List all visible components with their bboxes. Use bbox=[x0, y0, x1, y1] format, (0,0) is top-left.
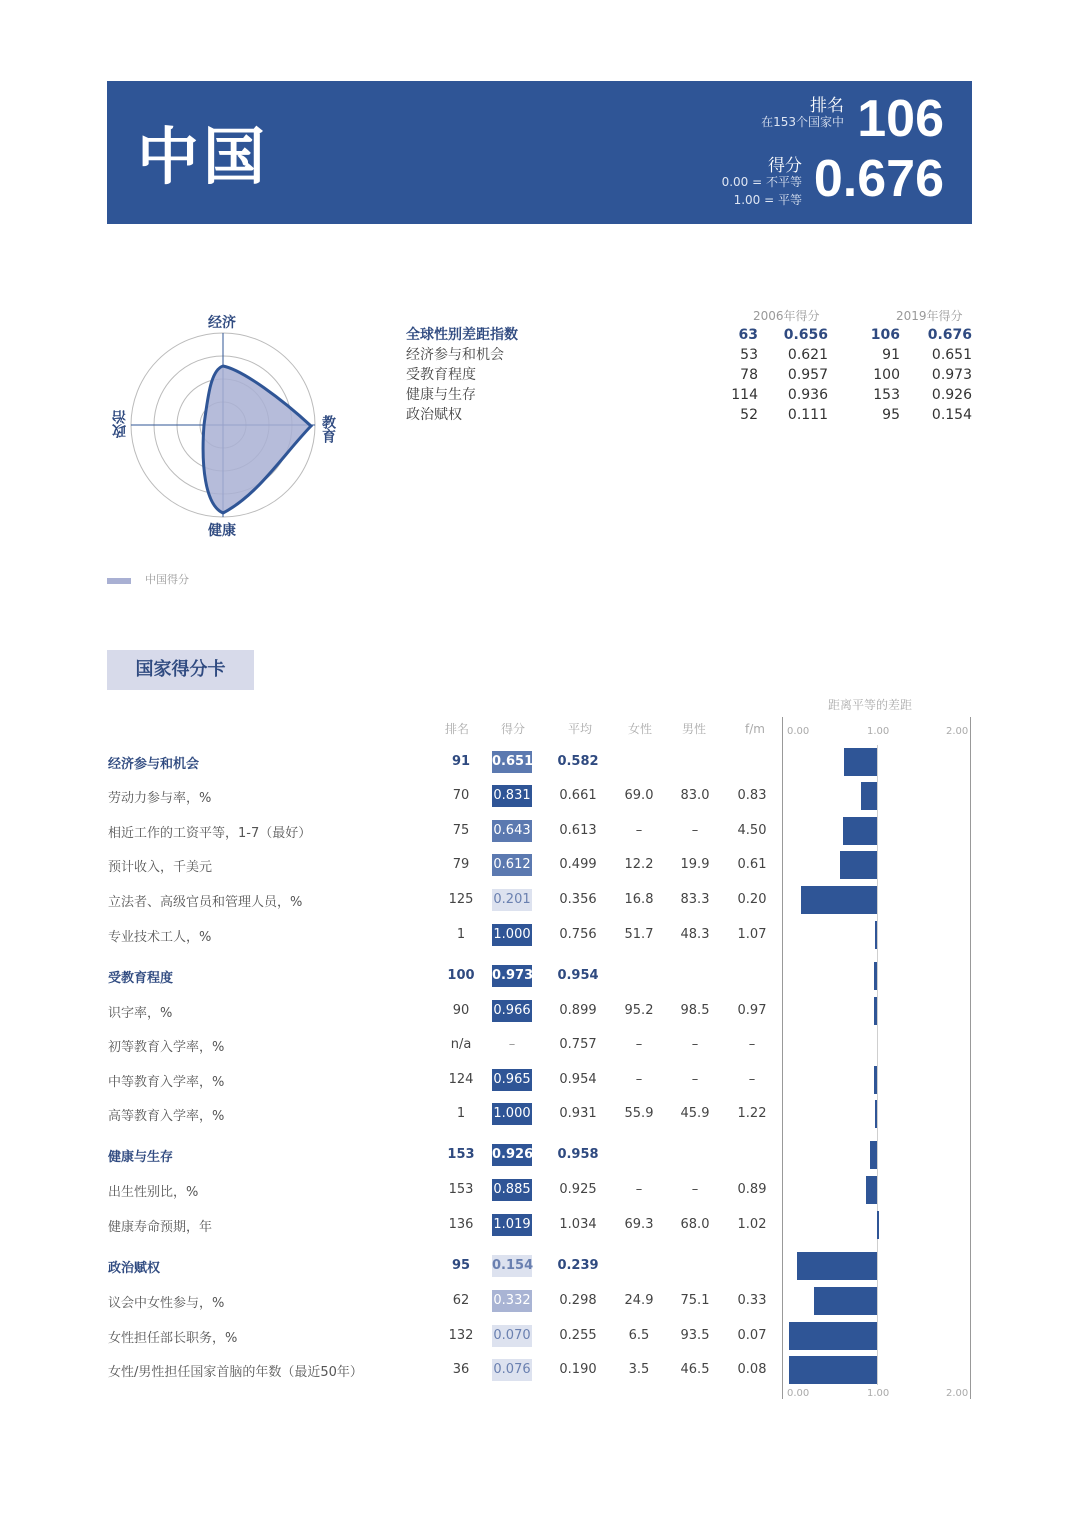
summary-score-2006: 0.621 bbox=[787, 347, 828, 363]
gap-bar bbox=[875, 1100, 877, 1128]
row-label: 议会中女性参与，% bbox=[108, 1296, 225, 1311]
row-score: 0.651 bbox=[492, 751, 532, 773]
row-fm: 0.89 bbox=[737, 1182, 767, 1197]
row-female: 24.9 bbox=[624, 1293, 654, 1308]
row-label: 女性/男性担任国家首脑的年数（最近50年） bbox=[108, 1365, 363, 1380]
row-male: 46.5 bbox=[680, 1362, 710, 1377]
row-rank: 95 bbox=[451, 1258, 471, 1273]
row-rank: 124 bbox=[448, 1072, 474, 1087]
gap-bar bbox=[801, 886, 877, 914]
summary-col-2019: 2019年得分 bbox=[896, 309, 963, 323]
summary-rank-2019: 106 bbox=[870, 327, 900, 343]
row-score: 0.332 bbox=[492, 1290, 532, 1312]
row-female: 55.9 bbox=[624, 1106, 654, 1121]
row-male: 75.1 bbox=[680, 1293, 710, 1308]
col-score: 得分 bbox=[500, 722, 525, 736]
row-female: 69.3 bbox=[624, 1217, 654, 1232]
summary-rank-2006: 63 bbox=[738, 327, 758, 343]
summary-rank-2006: 114 bbox=[731, 387, 758, 403]
row-fm: – bbox=[748, 1072, 756, 1087]
row-rank: 36 bbox=[452, 1362, 470, 1377]
legend-label: 中国得分 bbox=[145, 573, 189, 586]
row-rank: 70 bbox=[452, 788, 470, 803]
row-rank: 62 bbox=[452, 1293, 470, 1308]
row-male: – bbox=[691, 1072, 699, 1087]
row-fm: 0.08 bbox=[737, 1362, 767, 1377]
gap-bar bbox=[843, 817, 877, 845]
row-rank: 75 bbox=[452, 823, 470, 838]
row-male: 68.0 bbox=[680, 1217, 710, 1232]
summary-label: 政治赋权 bbox=[406, 407, 462, 423]
score-sub-1: 0.00 = 不平等 bbox=[721, 175, 802, 189]
summary-label: 经济参与和机会 bbox=[406, 347, 504, 363]
summary-rank-2019: 91 bbox=[882, 347, 900, 363]
row-male: 19.9 bbox=[680, 857, 710, 872]
row-male: 98.5 bbox=[680, 1003, 710, 1018]
row-female: – bbox=[635, 1037, 643, 1052]
row-rank: 1 bbox=[456, 1106, 466, 1121]
row-label: 专业技术工人，% bbox=[108, 930, 212, 945]
row-label: 健康与生存 bbox=[108, 1150, 174, 1165]
row-rank: 91 bbox=[451, 754, 471, 769]
row-avg: 0.899 bbox=[559, 1003, 597, 1018]
row-label: 劳动力参与率，% bbox=[108, 791, 212, 806]
row-rank: n/a bbox=[450, 1037, 472, 1052]
row-male: 48.3 bbox=[680, 927, 710, 942]
row-fm: 1.22 bbox=[737, 1106, 767, 1121]
summary-score-2006: 0.936 bbox=[787, 387, 828, 403]
row-score: 0.926 bbox=[492, 1144, 532, 1166]
row-fm: 0.83 bbox=[737, 788, 767, 803]
row-avg: 1.034 bbox=[559, 1217, 597, 1232]
row-female: – bbox=[635, 1182, 643, 1197]
row-label: 中等教育入学率，% bbox=[108, 1075, 225, 1090]
row-rank: 79 bbox=[452, 857, 470, 872]
col-avg: 平均 bbox=[567, 722, 592, 736]
row-score: 0.201 bbox=[492, 889, 532, 911]
row-male: 83.0 bbox=[680, 788, 710, 803]
summary-label: 全球性别差距指数 bbox=[406, 327, 518, 343]
col-rank: 排名 bbox=[444, 722, 469, 736]
summary-score-2019: 0.651 bbox=[931, 347, 972, 363]
gap-label: 距离平等的差距 bbox=[828, 698, 913, 712]
scorecard-title: 国家得分卡 bbox=[135, 659, 226, 680]
row-rank: 125 bbox=[448, 892, 474, 907]
tick-bottom-0: 0.00 bbox=[787, 1388, 810, 1399]
row-label: 政治赋权 bbox=[108, 1261, 161, 1276]
row-male: 83.3 bbox=[680, 892, 710, 907]
summary-score-2019: 0.154 bbox=[931, 407, 972, 423]
summary-score-2006: 0.111 bbox=[787, 407, 828, 423]
gap-bar bbox=[861, 782, 877, 810]
row-score: 0.070 bbox=[492, 1325, 532, 1347]
row-female: 51.7 bbox=[624, 927, 654, 942]
row-label: 高等教育入学率，% bbox=[108, 1109, 225, 1124]
summary-rank-2006: 52 bbox=[740, 407, 758, 423]
row-label: 出生性别比，% bbox=[108, 1185, 199, 1200]
row-female: 3.5 bbox=[628, 1362, 650, 1377]
summary-score-2006: 0.957 bbox=[787, 367, 828, 383]
gap-bar bbox=[870, 1141, 877, 1169]
rank-value: 106 bbox=[857, 90, 944, 148]
row-score: 1.000 bbox=[492, 924, 532, 946]
row-label: 健康寿命预期，年 bbox=[108, 1220, 213, 1235]
row-avg: 0.661 bbox=[559, 788, 597, 803]
row-label: 经济参与和机会 bbox=[108, 757, 200, 772]
scorecard-title-box bbox=[107, 650, 254, 690]
gap-axis-parity bbox=[877, 745, 878, 1385]
row-avg: 0.356 bbox=[559, 892, 597, 907]
row-rank: 136 bbox=[448, 1217, 474, 1232]
row-score: 0.965 bbox=[492, 1069, 532, 1091]
gap-bar bbox=[874, 997, 877, 1025]
row-label: 预计收入，千美元 bbox=[108, 860, 213, 875]
gap-bar bbox=[844, 748, 877, 776]
row-rank: 1 bbox=[456, 927, 466, 942]
row-avg: 0.756 bbox=[559, 927, 597, 942]
row-fm: 1.02 bbox=[737, 1217, 767, 1232]
gap-axis-right bbox=[970, 717, 971, 1399]
row-female: 16.8 bbox=[624, 892, 654, 907]
row-fm: 4.50 bbox=[737, 823, 767, 838]
summary-col-2006: 2006年得分 bbox=[753, 309, 820, 323]
gap-axis-left bbox=[782, 717, 783, 1399]
row-label: 立法者、高级官员和管理人员，% bbox=[108, 895, 303, 910]
row-female: 12.2 bbox=[624, 857, 654, 872]
row-rank: 153 bbox=[448, 1182, 474, 1197]
row-male: 93.5 bbox=[680, 1328, 710, 1343]
col-male: 男性 bbox=[681, 722, 706, 736]
row-score: 0.831 bbox=[492, 785, 532, 807]
row-fm: – bbox=[748, 1037, 756, 1052]
row-rank: 90 bbox=[452, 1003, 470, 1018]
row-avg: 0.255 bbox=[559, 1328, 597, 1343]
row-female: 6.5 bbox=[628, 1328, 650, 1343]
row-fm: 0.20 bbox=[737, 892, 767, 907]
rank-label: 排名 bbox=[810, 96, 844, 116]
row-rank: 100 bbox=[447, 968, 475, 983]
radar-axis-politics: 政治 bbox=[112, 410, 128, 438]
summary-label: 健康与生存 bbox=[406, 387, 476, 403]
gap-bar bbox=[874, 1066, 877, 1094]
radar-shape bbox=[203, 366, 311, 513]
row-avg: 0.499 bbox=[559, 857, 597, 872]
row-fm: 0.33 bbox=[737, 1293, 767, 1308]
row-avg: 0.582 bbox=[557, 754, 599, 769]
row-avg: 0.757 bbox=[559, 1037, 597, 1052]
row-avg: 0.239 bbox=[557, 1258, 599, 1273]
row-female: 95.2 bbox=[624, 1003, 654, 1018]
row-male: – bbox=[691, 1037, 699, 1052]
gap-bar bbox=[789, 1322, 877, 1350]
row-female: – bbox=[635, 823, 643, 838]
summary-rank-2019: 153 bbox=[873, 387, 900, 403]
row-score: 0.154 bbox=[492, 1255, 532, 1277]
row-avg: 0.931 bbox=[559, 1106, 597, 1121]
row-female: – bbox=[635, 1072, 643, 1087]
row-fm: 1.07 bbox=[737, 927, 767, 942]
row-avg: 0.925 bbox=[559, 1182, 597, 1197]
row-fm: 0.97 bbox=[737, 1003, 767, 1018]
score-label: 得分 bbox=[768, 156, 802, 176]
row-score: 0.612 bbox=[492, 854, 532, 876]
score-value: 0.676 bbox=[813, 150, 944, 208]
row-label: 女性担任部长职务，% bbox=[108, 1331, 238, 1346]
row-avg: 0.958 bbox=[557, 1147, 599, 1162]
col-fm: f/m bbox=[745, 722, 765, 736]
row-avg: 0.190 bbox=[559, 1362, 597, 1377]
row-label: 识字率，% bbox=[108, 1006, 173, 1021]
radar-axis-education: 教育 bbox=[320, 415, 336, 443]
gap-bar bbox=[874, 962, 877, 990]
radar-chart bbox=[120, 325, 330, 525]
gap-bar bbox=[875, 921, 877, 949]
row-avg: 0.954 bbox=[559, 1072, 597, 1087]
header-banner bbox=[107, 81, 972, 224]
gap-bar bbox=[814, 1287, 877, 1315]
tick-top-1: 1.00 bbox=[867, 726, 890, 737]
radar-axis-health: 健康 bbox=[208, 523, 236, 539]
tick-top-2: 2.00 bbox=[946, 726, 969, 737]
tick-top-0: 0.00 bbox=[787, 726, 810, 737]
row-label: 初等教育入学率，% bbox=[108, 1040, 225, 1055]
row-male: – bbox=[691, 1182, 699, 1197]
row-fm: 0.07 bbox=[737, 1328, 767, 1343]
summary-rank-2019: 95 bbox=[882, 407, 900, 423]
rank-sub: 在153个国家中 bbox=[761, 115, 844, 129]
row-score: 0.885 bbox=[492, 1179, 532, 1201]
row-score: 1.019 bbox=[492, 1214, 532, 1236]
gap-bar bbox=[797, 1252, 877, 1280]
summary-label: 受教育程度 bbox=[406, 367, 476, 383]
row-avg: 0.298 bbox=[559, 1293, 597, 1308]
row-score: 1.000 bbox=[492, 1103, 532, 1125]
row-score: – bbox=[508, 1037, 516, 1052]
row-fm: 0.61 bbox=[737, 857, 767, 872]
row-rank: 153 bbox=[447, 1147, 475, 1162]
row-score: 0.643 bbox=[492, 820, 532, 842]
gap-bar bbox=[877, 1211, 879, 1239]
summary-rank-2006: 78 bbox=[740, 367, 758, 383]
tick-bottom-1: 1.00 bbox=[867, 1388, 890, 1399]
row-label: 受教育程度 bbox=[108, 971, 174, 986]
score-sub-2: 1.00 = 平等 bbox=[733, 193, 802, 207]
summary-rank-2019: 100 bbox=[873, 367, 900, 383]
col-female: 女性 bbox=[627, 722, 652, 736]
gap-bar bbox=[789, 1356, 877, 1384]
gap-bar bbox=[866, 1176, 877, 1204]
row-rank: 132 bbox=[448, 1328, 474, 1343]
tick-bottom-2: 2.00 bbox=[946, 1388, 969, 1399]
summary-score-2006: 0.656 bbox=[783, 327, 828, 343]
summary-score-2019: 0.973 bbox=[931, 367, 972, 383]
summary-rank-2006: 53 bbox=[740, 347, 758, 363]
row-score: 0.966 bbox=[492, 1000, 532, 1022]
row-male: – bbox=[691, 823, 699, 838]
row-label: 相近工作的工资平等，1-7（最好） bbox=[108, 826, 312, 841]
summary-score-2019: 0.926 bbox=[931, 387, 972, 403]
country-name: 中国 bbox=[137, 120, 270, 193]
summary-score-2019: 0.676 bbox=[927, 327, 972, 343]
row-male: 45.9 bbox=[680, 1106, 710, 1121]
row-female: 69.0 bbox=[624, 788, 654, 803]
row-avg: 0.954 bbox=[557, 968, 599, 983]
gap-bar bbox=[840, 851, 877, 879]
radar-axis-economy: 经济 bbox=[208, 315, 236, 331]
row-score: 0.973 bbox=[492, 965, 532, 987]
legend-swatch bbox=[107, 578, 131, 584]
row-avg: 0.613 bbox=[559, 823, 597, 838]
row-score: 0.076 bbox=[492, 1359, 532, 1381]
